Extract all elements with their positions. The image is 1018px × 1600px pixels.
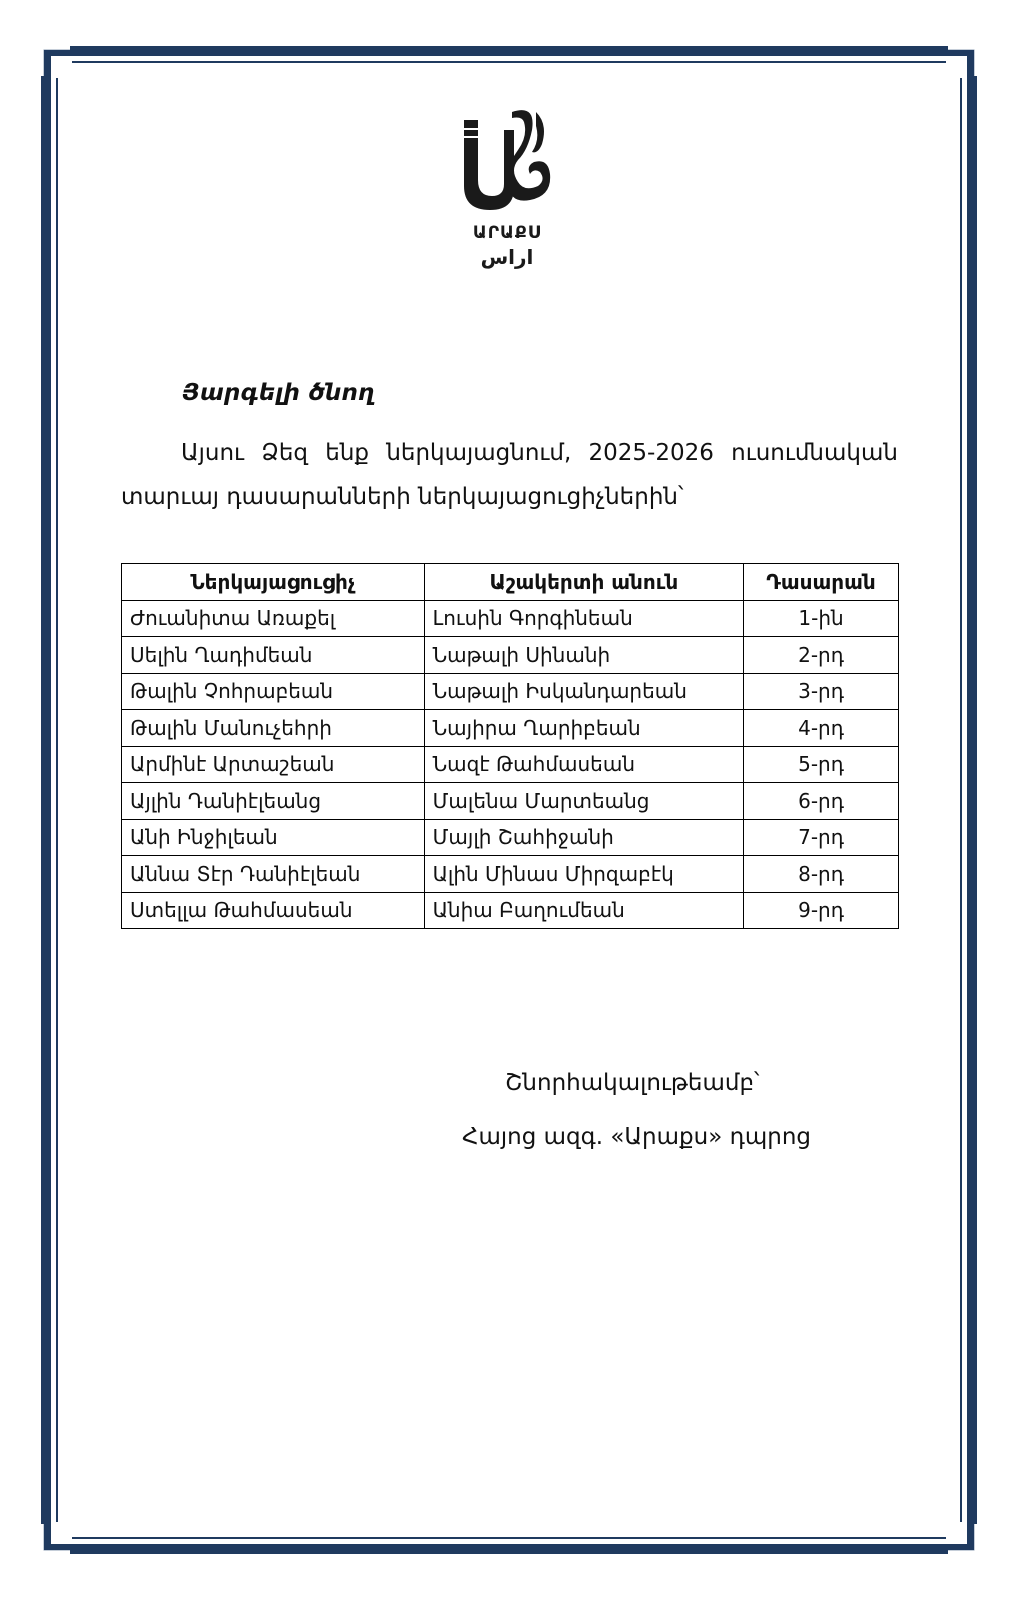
intro-word: Այսու — [181, 440, 245, 466]
grade-cell: 3-րդ — [744, 673, 899, 710]
intro-word: ներկայացնում, — [386, 440, 572, 466]
greeting: Յարգելի ծնող — [182, 380, 375, 406]
closing-thanks: Շնորհակալութեամբ՝ — [505, 1070, 760, 1096]
table-row — [122, 673, 899, 710]
grade-cell: 9-րդ — [744, 892, 899, 929]
presenter-cell: Ստելլա Թահմասեան — [122, 892, 425, 929]
grade-cell: 6-րդ — [744, 783, 899, 820]
grade-cell: 2-րդ — [744, 637, 899, 674]
presenters-table — [121, 563, 899, 929]
header-grade: Դասարան — [744, 564, 899, 601]
student-cell: Նայիրա Ղարիբեան — [424, 710, 744, 747]
header-presenter: Ներկայացուցիչ — [122, 564, 425, 601]
grade-cell: 4-րդ — [744, 710, 899, 747]
intro-word: Ձեզ — [261, 440, 309, 466]
grade-cell: 7-րդ — [744, 819, 899, 856]
table-row — [122, 600, 899, 637]
grade-cell: 5-րդ — [744, 746, 899, 783]
table-row — [122, 710, 899, 747]
table-row — [122, 746, 899, 783]
table-row — [122, 819, 899, 856]
presenter-cell: Աննա Տէր Դանիէլեան — [122, 856, 425, 893]
table-row — [122, 892, 899, 929]
grade-cell: 1-ին — [744, 600, 899, 637]
table-row — [122, 637, 899, 674]
student-cell: Ալին Մինաս Միրզաբէկ — [424, 856, 744, 893]
presenter-cell: Այլին Դանիէլեանց — [122, 783, 425, 820]
student-cell: Նաթալի Սինանի — [424, 637, 744, 674]
table-header-row — [122, 564, 899, 601]
presenter-cell: Սելին Ղադիմեան — [122, 637, 425, 674]
table-row — [122, 856, 899, 893]
student-cell: Մալենա Մարտեանց — [424, 783, 744, 820]
header-student-name: Աշակերտի անուն — [424, 564, 744, 601]
intro-line-1 — [121, 431, 898, 475]
presenter-cell: Անի Ինջիլեան — [122, 819, 425, 856]
intro-word: 2025-2026 — [588, 440, 714, 466]
student-cell: Անիա Բաղումեան — [424, 892, 744, 929]
intro-paragraph — [121, 431, 898, 519]
grade-cell: 8-րդ — [744, 856, 899, 893]
student-cell: Լուսին Գորգինեան — [424, 600, 744, 637]
logo-brand-text: ԱՐԱՔՍ — [472, 223, 542, 243]
presenter-cell: Արմինէ Արտաշեան — [122, 746, 425, 783]
presenter-cell: Թալին Մանուչեհրի — [122, 710, 425, 747]
arax-school-logo-icon — [452, 100, 562, 280]
student-cell: Նաթալի Իսկանդարեան — [424, 673, 744, 710]
table-row — [122, 783, 899, 820]
presenter-cell: Թալին Չոհրաբեան — [122, 673, 425, 710]
intro-word: ուսումնական — [731, 440, 898, 466]
student-cell: Նազէ Թահմասեան — [424, 746, 744, 783]
student-cell: Մայլի Շահիջանի — [424, 819, 744, 856]
intro-word: ենք — [325, 440, 370, 466]
intro-line-2: տարւայ դասարանների ներկայացուցիչներին՝ — [121, 484, 684, 510]
presenter-cell: Ժուանիտա Առաքել — [122, 600, 425, 637]
logo-arabic-text: اراس — [480, 245, 534, 269]
closing-signature: Հայոց ազգ. «Արաքս» դպրոց — [462, 1124, 811, 1150]
